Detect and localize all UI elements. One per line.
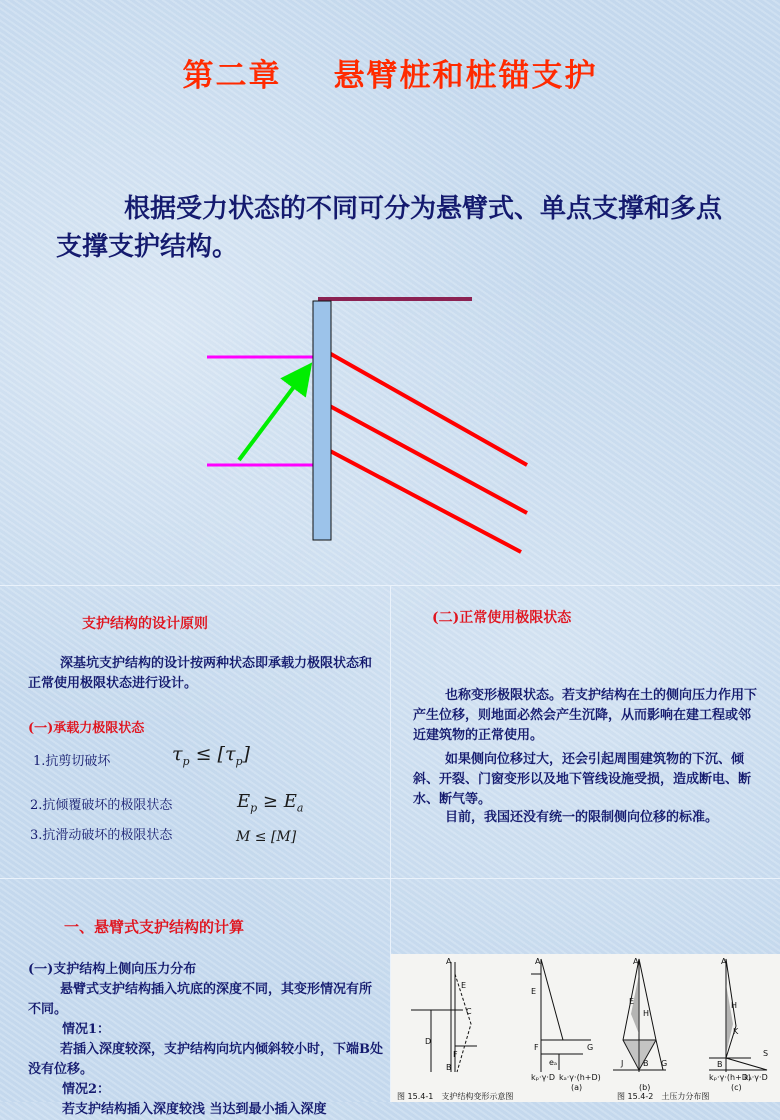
case-2-label: 情况2： — [62, 1082, 111, 1097]
fig1-label-f: F — [453, 1050, 458, 1059]
service-limit-heading: (二)正常使用极限状态 — [432, 610, 572, 626]
transition-arrow — [239, 372, 305, 460]
shear-formula: $\tau_p \le [\tau_p]$ — [172, 743, 250, 768]
slide-4 — [0, 879, 390, 1117]
fig2b-label-e: E — [629, 997, 635, 1006]
figure-caption-1: 图 15.4-1 支护结构变形示意图 — [397, 1092, 514, 1101]
chapter-number: 第二章 — [182, 58, 282, 94]
fig2a-label-kp: kₚ·γ·D — [531, 1073, 556, 1082]
fig1-label-e: E — [461, 981, 467, 990]
sub-label-b: (b) — [639, 1083, 651, 1092]
fig2b-label-g: G — [661, 1059, 668, 1068]
anchor-3 — [315, 443, 521, 552]
retaining-pile — [313, 301, 331, 540]
intro-paragraph: 根据受力状态的不同可分为悬臂式、单点支撑和多点支撑支护结构。 — [56, 194, 723, 262]
lateral-pressure-heading: (一)支护结构上侧向压力分布 — [28, 962, 197, 977]
fig2c-label-kp: kₚ·γ·(h+D) — [709, 1073, 752, 1082]
fig2b-label-b: B — [643, 1059, 649, 1068]
fig2c-label-b: B — [717, 1060, 723, 1069]
anchor-2 — [315, 398, 527, 513]
sub-label-c: (c) — [731, 1083, 742, 1092]
fig2a-label-a: A — [535, 957, 541, 966]
slide-failure-label: 3.抗滑动破坏的极限状态 — [30, 828, 173, 843]
fig2a-label-ea: eₐ — [549, 1058, 558, 1067]
slide-2 — [0, 586, 390, 878]
service-paragraph-2: 如果侧向位移过大，还会引起周围建筑物的下沉、倾斜、开裂、门窗变形以及地下管线设施受损，造成断电、断水、断气等。 — [413, 752, 752, 807]
service-paragraph-1: 也称变形极限状态。若支护结构在土的侧向压力作用下产生位移，则地面必然会产生沉降，从而影响在建工程或邻近建筑物的正常使用。 — [413, 688, 758, 743]
fig2b-label-j: J — [621, 1059, 624, 1068]
slide-5 — [391, 879, 780, 1102]
bearing-limit-heading: (一)承载力极限状态 — [28, 721, 145, 736]
fig2a-label-f: F — [534, 1043, 539, 1052]
fig1-label-d: D — [425, 1037, 432, 1046]
sub-label-a: (a) — [571, 1083, 583, 1092]
slide-3 — [391, 586, 780, 878]
figure-caption-2: 图 15.4-2 土压力分布图 — [617, 1092, 710, 1101]
figure-area — [391, 954, 780, 1102]
chapter-name: 悬臂桩和桩锚支护 — [333, 58, 598, 94]
fig2c-label-ka: kₐ·γ·D — [744, 1073, 768, 1082]
fig2a-label-g: G — [587, 1043, 594, 1052]
cantilever-heading: 一、悬臂式支护结构的计算 — [64, 918, 245, 936]
fig2c-label-s: S — [763, 1049, 769, 1058]
cantilever-paragraph-1: 悬臂式支护结构插入坑底的深度不同，其变形情况有所不同。 — [28, 982, 373, 1017]
cantilever-paragraph-2: 若插入深度较深，支护结构向坑内倾斜较小时，下端B处没有位移。 — [28, 1042, 383, 1077]
overturn-label: 2.抗倾覆破坏的极限状态 — [30, 798, 173, 813]
anchor-1 — [315, 345, 527, 465]
fig1-label-b: B — [446, 1063, 452, 1072]
overturn-formula: $E_p \ge E_a$ — [237, 791, 304, 815]
fig1-label-c: C — [466, 1007, 472, 1016]
fig2c-label-k: K — [733, 1027, 739, 1036]
slide-formula: M ≤ [M] — [236, 829, 297, 845]
earth-pressure-figures — [391, 954, 780, 1102]
shear-failure-label: 1.抗剪切破坏 — [33, 754, 111, 769]
fig2a-label-ka: kₐ·γ·(h+D) — [559, 1073, 601, 1082]
fig2c-label-a: A — [721, 957, 727, 966]
fig2b-label-h: H — [643, 1009, 650, 1018]
cantilever-paragraph-3: 若支护结构插入深度较浅 当达到最小插入深度 — [62, 1102, 327, 1117]
design-principle-heading: 支护结构的设计原则 — [82, 616, 208, 632]
fig2a-label-e: E — [531, 987, 537, 996]
case-1-label: 情况1： — [62, 1022, 111, 1037]
fig2b-label-a: A — [633, 957, 639, 966]
design-intro: 深基坑支护结构的设计按两种状态即承载力极限状态和正常使用极限状态进行设计。 — [28, 656, 373, 691]
fig2c-label-h: H — [731, 1001, 738, 1010]
fig1-label-a: A — [446, 957, 452, 966]
service-paragraph-3: 目前，我国还没有统一的限制侧向位移的标准。 — [445, 810, 719, 825]
